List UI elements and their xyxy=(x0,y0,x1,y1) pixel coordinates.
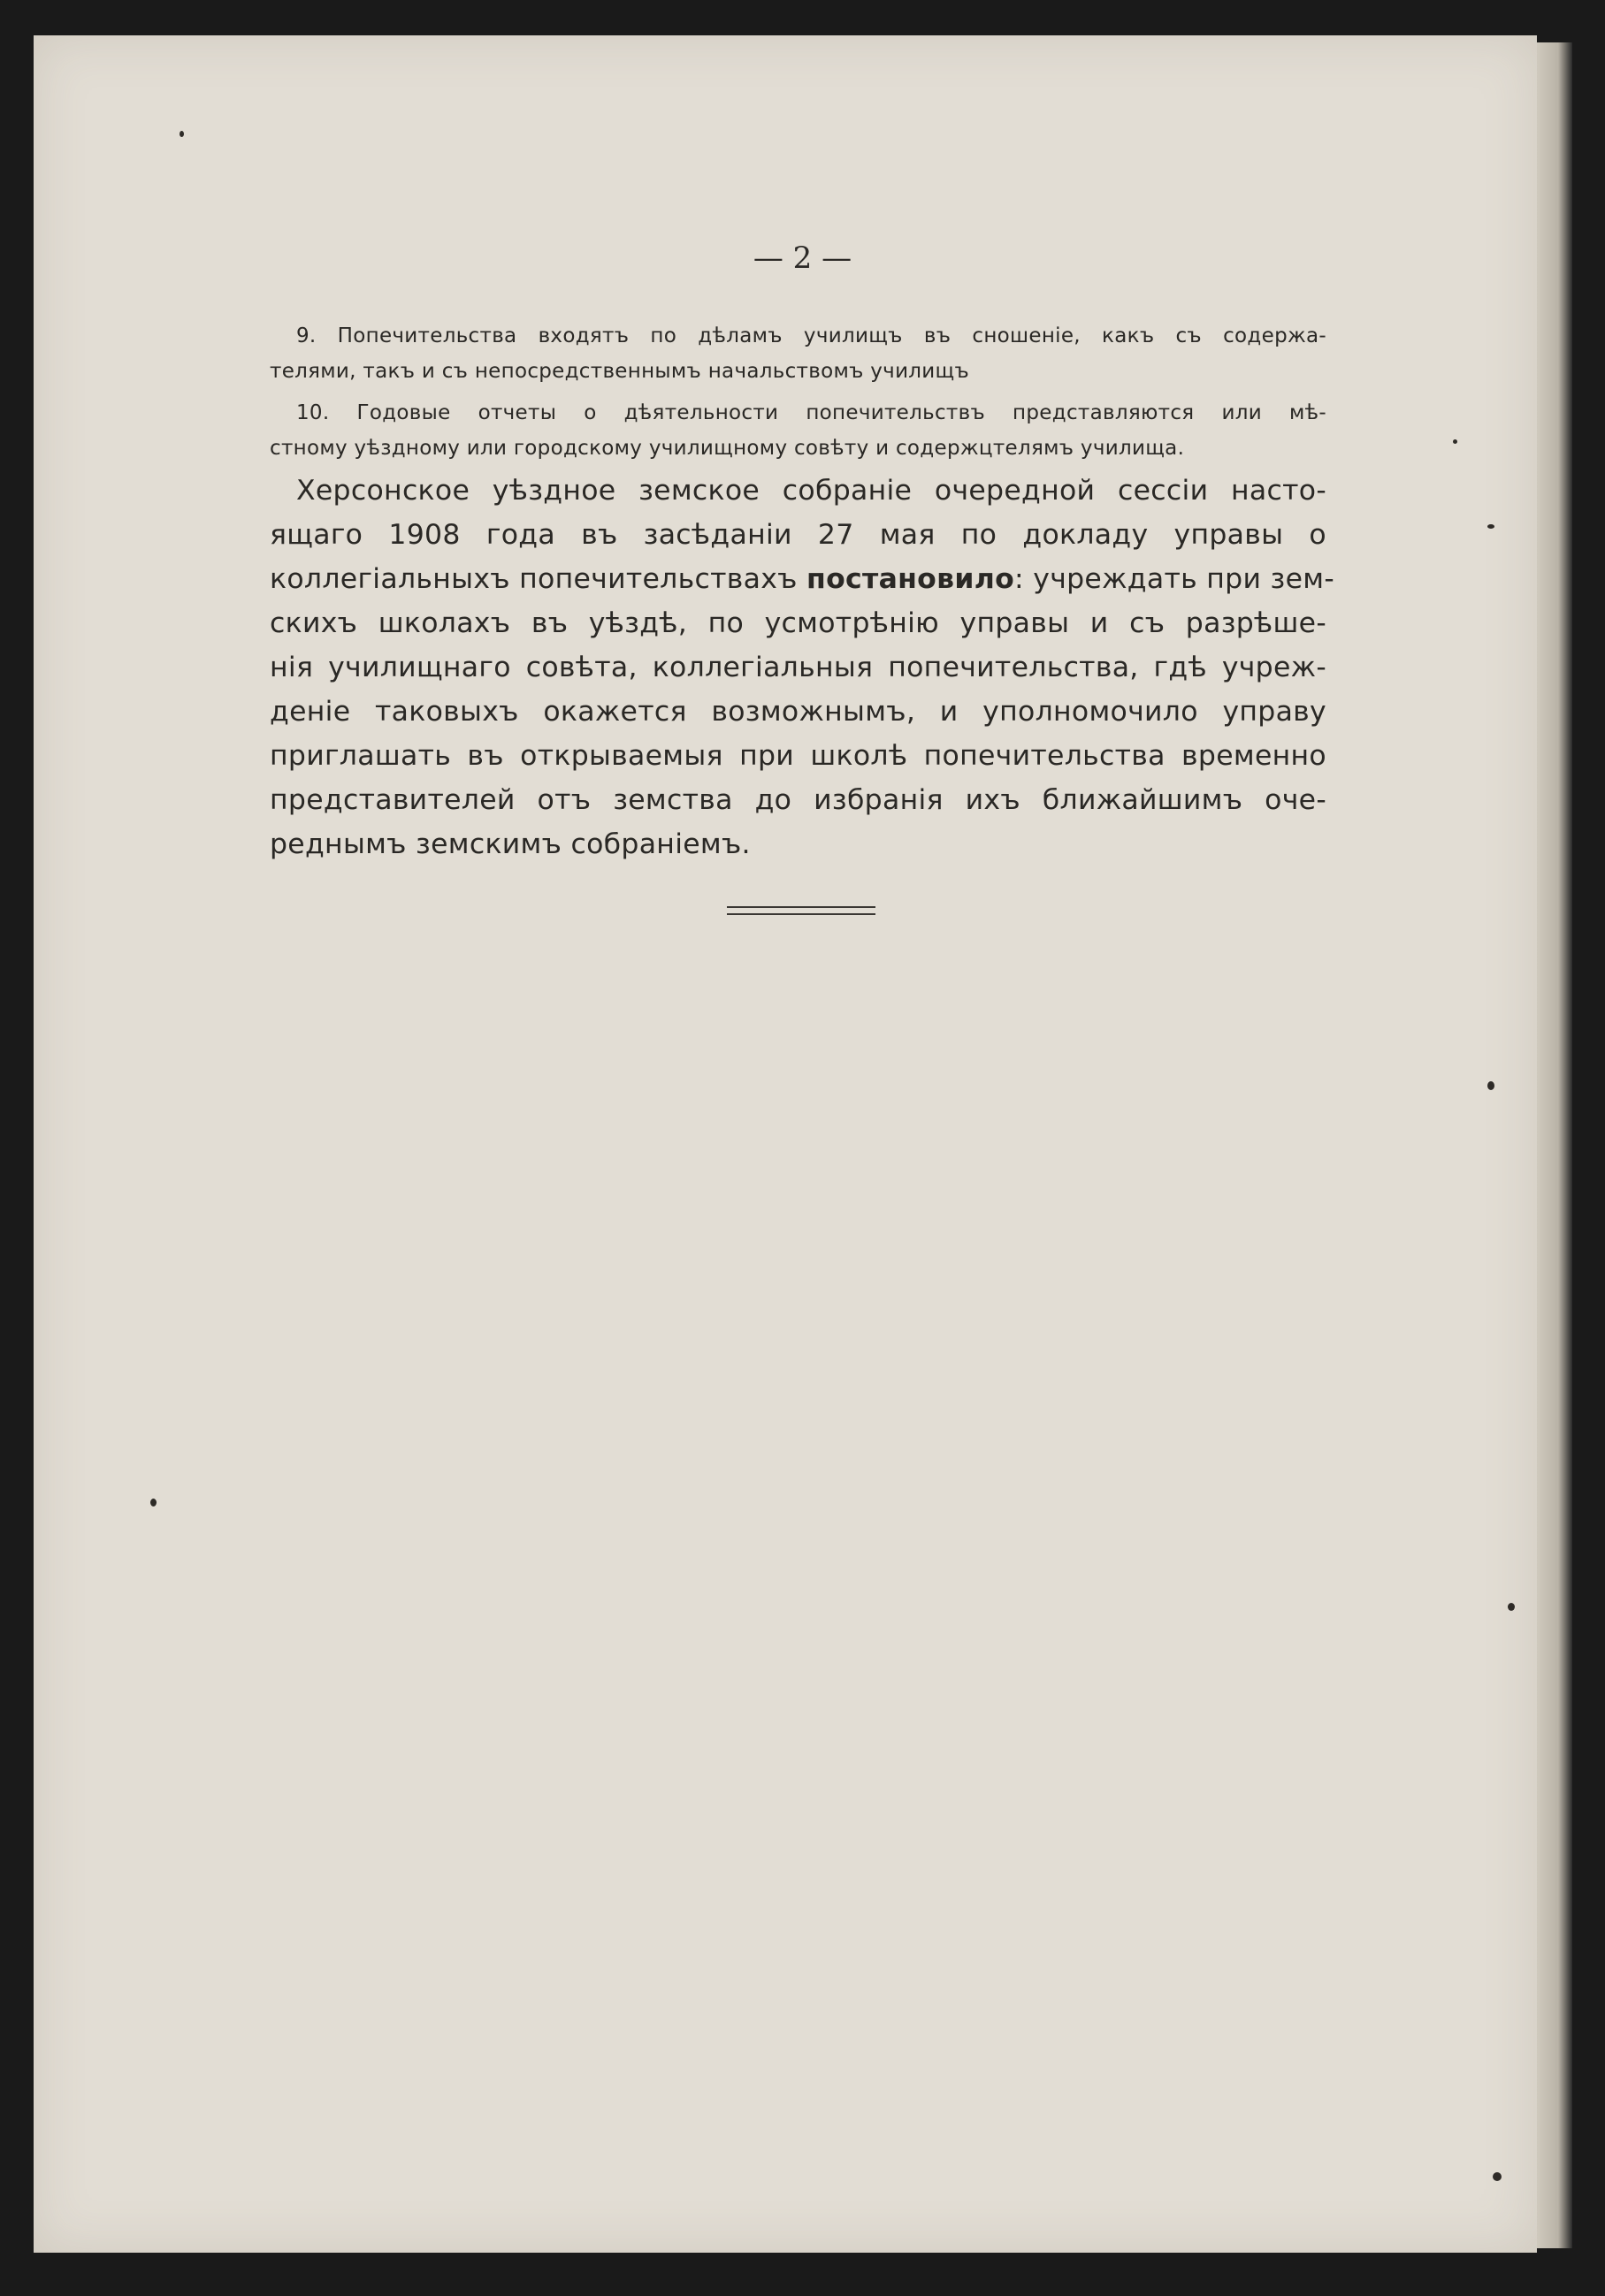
paper-speck xyxy=(1453,439,1457,444)
paper-speck xyxy=(150,1499,157,1507)
resolution-line-3-start: коллегіальныхъ попечительствахъ xyxy=(270,563,807,595)
resolution-line-1: Херсонское уѣздное земское собраніе очередной сессіи насто- xyxy=(296,475,1326,507)
resolution-line-5: нія училищнаго совѣта, коллегіальныя попечительства, гдѣ учреж- xyxy=(270,652,1326,683)
paragraph-10-line-2: стному уѣздному или городскому училищному совѣту и содержцтелямъ училища. xyxy=(270,437,1185,460)
paragraph-10 xyxy=(270,395,1326,466)
resolution-line-4: скихъ школахъ въ уѣздѣ, по усмотрѣнію управы и съ разрѣше- xyxy=(270,607,1326,639)
resolution-line-3 xyxy=(270,557,1335,601)
paragraph-9 xyxy=(270,318,1326,389)
resolution-line-3-end: : учреждать при зем- xyxy=(1014,563,1335,595)
resolution-line-6: деніе таковыхъ окажется возможнымъ, и уполномочило управу xyxy=(270,696,1326,728)
resolution-paragraph xyxy=(270,469,1335,866)
page-number: — 2 — xyxy=(753,240,852,276)
resolution-line-8: представителей отъ земства до избранія ихъ ближайшимъ оче- xyxy=(270,784,1326,816)
paragraph-10-line-1: 10. Годовые отчеты о дѣятельности попечительствъ представляются или мѣ- xyxy=(296,401,1326,424)
resolution-line-7: приглашать въ открываемыя при школѣ попечительства временно xyxy=(270,740,1326,772)
paragraph-9-line-2: телями, такъ и съ непосредственнымъ начальствомъ училищъ xyxy=(270,360,970,383)
paper-speck xyxy=(1487,524,1494,529)
resolution-line-2: ящаго 1908 года въ засѣданіи 27 мая по докладу управы о xyxy=(270,519,1326,551)
resolution-keyword: постановило xyxy=(806,563,1015,595)
double-rule-divider xyxy=(727,906,875,915)
paragraph-9-line-1: 9. Попечительства входятъ по дѣламъ училищъ въ сношеніе, какъ съ содержа- xyxy=(296,324,1326,347)
paper-speck xyxy=(1508,1603,1515,1611)
paper-speck xyxy=(1487,1081,1494,1090)
paper-speck xyxy=(180,131,184,137)
resolution-line-9: реднымъ земскимъ собраніемъ. xyxy=(270,828,751,860)
page-edge xyxy=(1537,42,1572,2248)
paper-speck xyxy=(1493,2172,1502,2181)
